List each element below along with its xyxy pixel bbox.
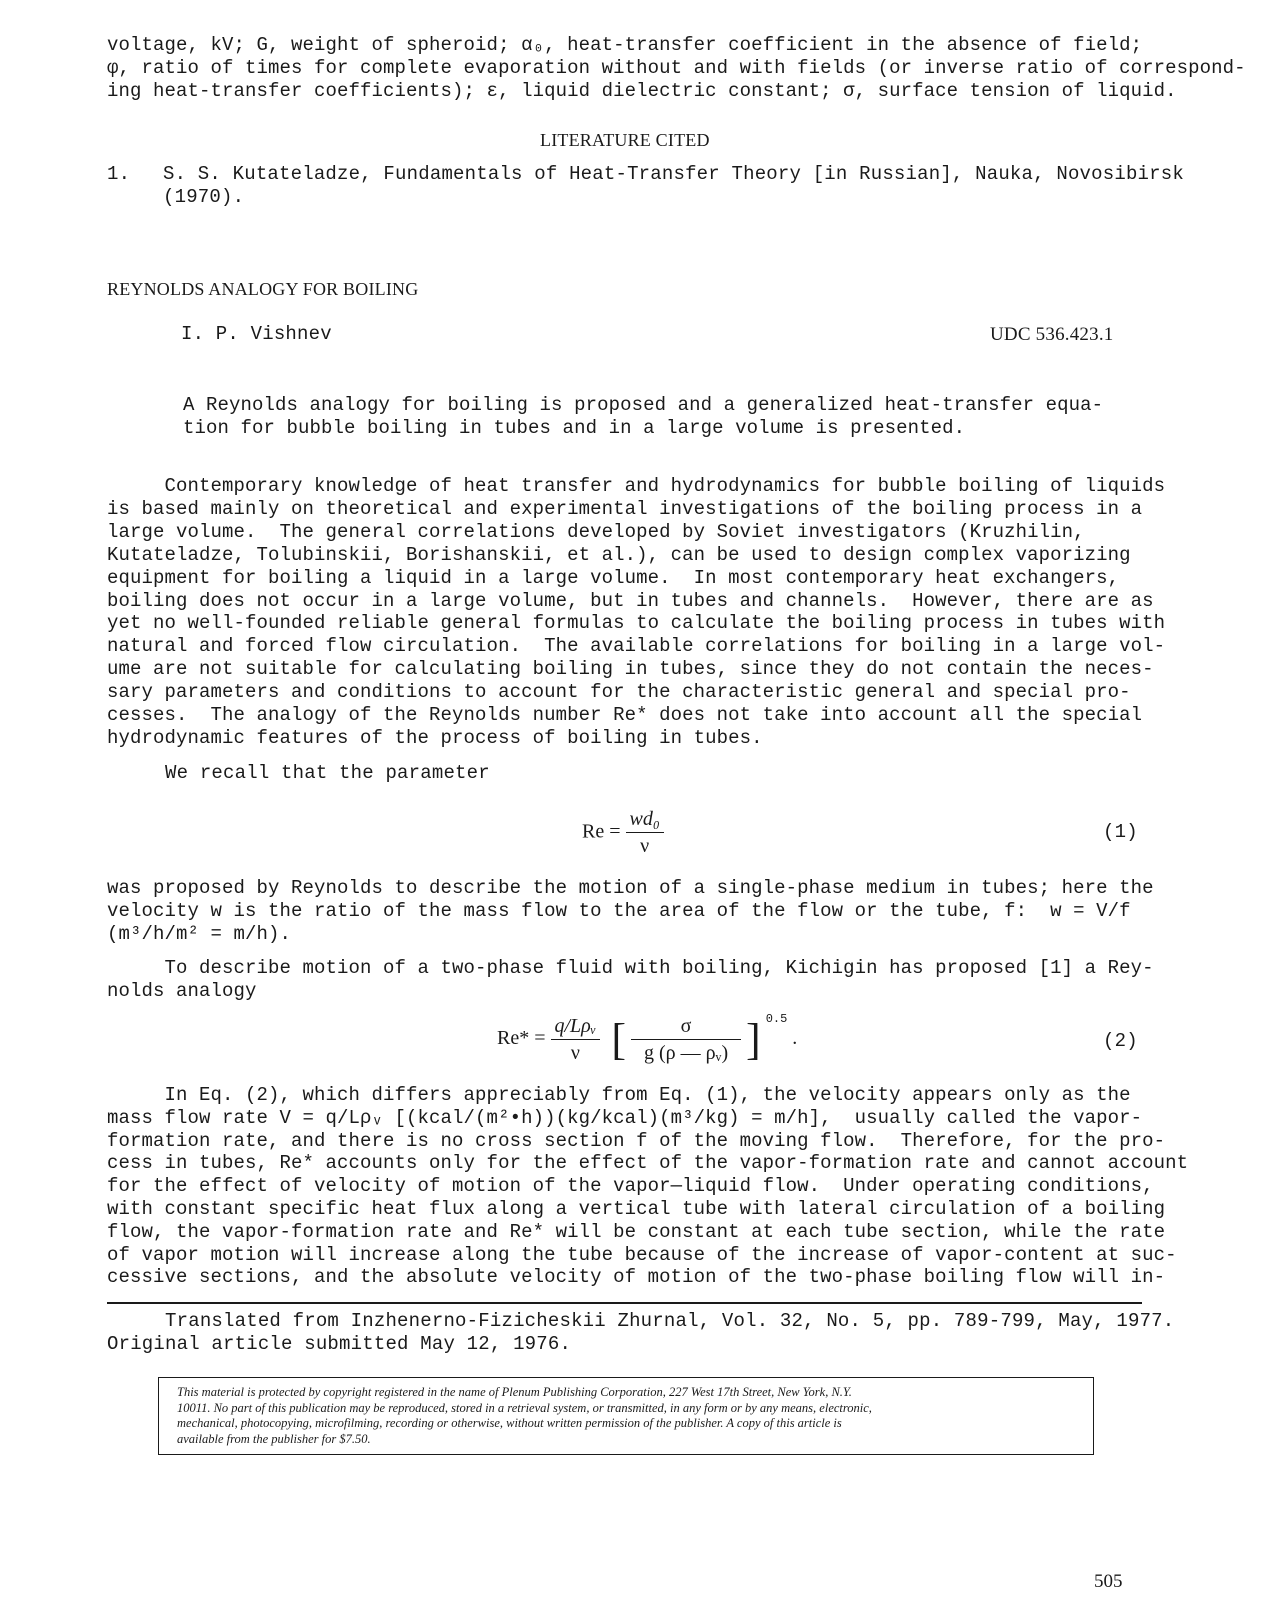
eq2-numerator-1: q/Lρᵥ [551, 1015, 601, 1040]
reference-text-line: (1970). [163, 186, 245, 208]
recall-line: We recall that the parameter [107, 762, 490, 784]
text-line: To describe motion of a two-phase fluid with boiling, Kichigin has proposed [1] a Rey- [107, 957, 1154, 979]
text-line: cess in tubes, Re* accounts only for the effect of the vapor-formation rate and cannot account [107, 1152, 1189, 1175]
footnote-line: Translated from Inzhenerno-Fizicheskii Zhurnal, Vol. 32, No. 5, pp. 789-799, May, 1977. [107, 1310, 1175, 1332]
top-paragraph [107, 34, 1246, 103]
text-line: flow, the vapor-formation rate and Re* will be constant at each tube section, while the rate [107, 1220, 1166, 1243]
page-number: 505 [1094, 1571, 1123, 1592]
body-paragraph-3 [107, 957, 1154, 1003]
copyright-line: mechanical, photocopying, microfilming, recording or otherwise, without written permission of the publisher. A copy of this article is [177, 1416, 842, 1430]
reference-text-line: S. S. Kutateladze, Fundamentals of Heat-Transfer Theory [in Russian], Nauka, Novosibirsk [163, 163, 1184, 185]
eq2-tail: . [792, 1027, 798, 1050]
text-line: mass flow rate V = q/Lρᵥ [(kcal/(m²•h))(kg/kcal)(m³/kg) = m/h], usually called the vapor- [107, 1106, 1143, 1129]
equation-1 [582, 808, 664, 858]
copyright-notice-box [158, 1377, 1094, 1455]
text-line: In Eq. (2), which differs appreciably from Eq. (1), the velocity appears only as the [107, 1084, 1131, 1106]
copyright-line: This material is protected by copyright registered in the name of Plenum Publishing Corporation, 227 West 17th Street, New York, N.Y. [177, 1385, 852, 1399]
eq2-denominator-1: ν [570, 1041, 580, 1064]
text-line: large volume. The general correlations developed by Soviet investigators (Kruzhilin, [107, 520, 1085, 543]
copyright-line: available from the publisher for $7.50. [177, 1431, 371, 1446]
text-line: voltage, kV; G, weight of spheroid; α₀, heat-transfer coefficient in the absence of field; [107, 34, 1143, 56]
eq1-denominator: ν [640, 835, 650, 857]
text-line: Contemporary knowledge of heat transfer and hydrodynamics for bubble boiling of liquids [107, 475, 1166, 497]
text-line: velocity w is the ratio of the mass flow to the area of the flow or the tube, f: w = V/f [107, 900, 1131, 922]
text-line: natural and forced flow circulation. The available correlations for boiling in a large vol- [107, 635, 1166, 658]
text-line: is based mainly on theoretical and experimental investigations of the boiling process in a [107, 497, 1143, 520]
text-line: boiling does not occur in a large volume, but in tubes and channels. However, there are as [107, 589, 1154, 612]
text-line: for the effect of velocity of motion of the vapor—liquid flow. Under operating conditions, [107, 1175, 1154, 1198]
body-paragraph-2 [107, 877, 1154, 946]
text-line: tion for bubble boiling in tubes and in a large volume is presented. [183, 417, 966, 439]
text-line: cessive sections, and the absolute velocity of motion of the two-phase boiling flow will in- [107, 1266, 1166, 1289]
body-paragraph-1 [107, 475, 1166, 750]
text-line: was proposed by Reynolds to describe the motion of a single-phase medium in tubes; here the [107, 877, 1154, 899]
text-line: hydrodynamic features of the process of boiling in tubes. [107, 726, 763, 749]
eq2-fraction-2 [631, 1015, 741, 1065]
text-line: sary parameters and conditions to account for the characteristic general and special pro- [107, 681, 1131, 704]
text-line: of vapor motion will increase along the tube because of the increase of vapor-content at suc- [107, 1243, 1177, 1266]
reference-number: 1. [107, 163, 131, 185]
udc-code: UDC 536.423.1 [990, 324, 1114, 345]
eq2-numerator-2: σ [631, 1015, 741, 1040]
literature-heading: LITERATURE CITED [540, 130, 710, 150]
article-title: REYNOLDS ANALOGY FOR BOILING [107, 279, 419, 299]
text-line: φ, ratio of times for complete evaporation without and with fields (or inverse ratio of correspond- [107, 57, 1246, 79]
article-author: I. P. Vishnev [181, 323, 332, 345]
text-line: equipment for boiling a liquid in a large volume. In most contemporary heat exchangers, [107, 566, 1120, 589]
eq1-fraction [626, 808, 664, 858]
text-line: A Reynolds analogy for boiling is proposed and a generalized heat-transfer equa- [183, 394, 1104, 416]
eq2-denominator-2: g (ρ — ρᵥ) [643, 1041, 729, 1064]
text-line: (m³/h/m² = m/h). [107, 923, 292, 945]
footnote-line: Original article submitted May 12, 1976. [107, 1333, 572, 1355]
text-line: ing heat-transfer coefficients); ε, liquid dielectric constant; σ, surface tension of liquid. [107, 80, 1177, 102]
eq1-lhs: Re = [582, 820, 621, 843]
copyright-line: 10011. No part of this publication may be reproduced, stored in a retrieval system, or transmitted, in any form or by any means, electronic, [177, 1400, 872, 1415]
eq2-fraction-1 [551, 1015, 601, 1065]
eq2-label: (2) [1103, 1030, 1138, 1052]
text-line: with constant specific heat flux along a vertical tube with lateral circulation of a boiling [107, 1197, 1166, 1220]
eq2-exponent: 0.5 [765, 1012, 788, 1027]
body-paragraph-4 [107, 1084, 1189, 1289]
text-line: Kutateladze, Tolubinskii, Borishanskii, et al.), can be used to design complex vaporizing [107, 543, 1131, 566]
eq1-numerator: wd₀ [626, 808, 664, 833]
right-bracket-symbol: ] [746, 1015, 761, 1064]
abstract [183, 394, 1104, 440]
text-line: yet no well-founded reliable general formulas to calculate the boiling process in tubes with [107, 612, 1166, 635]
text-line: formation rate, and there is no cross section f of the moving flow. Therefore, for the pro- [107, 1129, 1166, 1152]
eq2-lhs: Re* = [497, 1027, 546, 1050]
text-line: ume are not suitable for calculating boiling in tubes, since they do not contain the neces- [107, 658, 1154, 681]
equation-2 [497, 1014, 797, 1065]
text-line: cesses. The analogy of the Reynolds number Re* does not take into account all the special [107, 704, 1143, 727]
eq1-label: (1) [1103, 821, 1138, 843]
left-bracket-symbol: [ [611, 1015, 627, 1064]
text-line: nolds analogy [107, 980, 257, 1002]
footnote-divider [107, 1302, 1142, 1304]
